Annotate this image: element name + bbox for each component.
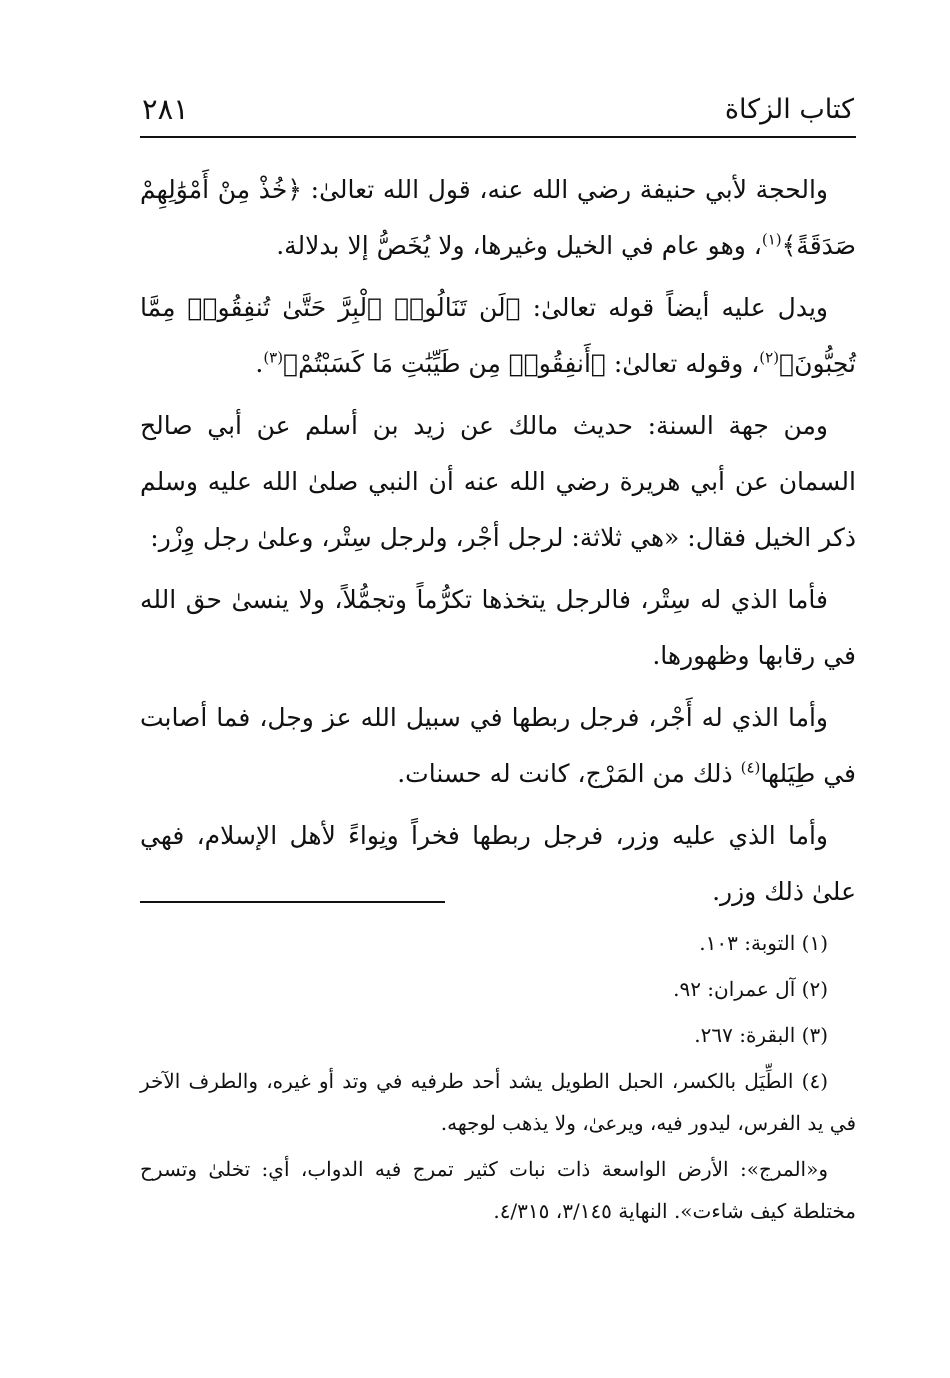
paragraph: وأما الذي عليه وزر، فرجل ربطها فخراً ونِواءً لأهل الإسلام، فهي علىٰ ذلك وزر. (140, 821, 856, 906)
text-span: . (255, 349, 264, 378)
text-span: ويدل عليه أيضاً قوله تعالىٰ: (520, 293, 828, 322)
quran-verse: ﴿لَن تَنَالُوا۟ ٱلْبِرَّ حَتَّىٰ تُنفِقُوا۟ مِمَّا تُحِبُّونَ﴾ (140, 293, 856, 378)
text-span: ذلك من المَرْج، كانت له حسنات. (397, 759, 741, 788)
main-text (140, 162, 856, 920)
footnote-divider (140, 901, 445, 903)
footnote-ref[interactable]: (٢) (759, 348, 780, 367)
quran-verse: ﴿خُذْ مِنْ أَمْوَٰلِهِمْ صَدَقَةً﴾ (140, 175, 856, 260)
footnote-ref[interactable]: (٣) (263, 348, 284, 367)
text-span: وأما الذي له أَجْر، فرجل ربطها في سبيل الله عز وجل، فما أصابت في طِيَلها (140, 703, 856, 788)
paragraph (140, 280, 856, 392)
footnote-ref[interactable]: (٤) (740, 758, 761, 777)
text-span: والحجة لأبي حنيفة رضي الله عنه، قول الله تعالىٰ: (302, 175, 828, 204)
text-span: ، وهو عام في الخيل وغيرها، ولا يُخَصُّ إلا بدلالة. (276, 231, 762, 260)
text-span: ، وقوله تعالىٰ: (605, 349, 760, 378)
footnote: (٢) آل عمران: ٩٢. (673, 977, 828, 1001)
footnote: (٣) البقرة: ٢٦٧. (694, 1023, 828, 1047)
footnote: و«المرج»: الأرض الواسعة ذات نبات كثير تمرج فيه الدواب، أي: تخلىٰ وتسرح مختلطة كيف شاءت». النهاية ٣/١٤٥، ٤/٣١٥. (140, 1157, 856, 1223)
footnote: (١) التوبة: ١٠٣. (699, 931, 828, 955)
paragraph (140, 162, 856, 274)
chapter-title: كتاب الزكاة (724, 94, 854, 125)
page-header (140, 90, 856, 138)
paragraph: ومن جهة السنة: حديث مالك عن زيد بن أسلم عن أبي صالح السمان عن أبي هريرة رضي الله عنه أن النبي صلىٰ الله عليه وسلم ذكر الخيل فقال: «هي ثلاثة: لرجل أجْر، ولرجل سِتْر، وعلىٰ رجل وِزْر: (140, 411, 856, 552)
paragraph (140, 690, 856, 802)
book-page (140, 90, 856, 1310)
footnote-ref[interactable]: (١) (761, 230, 782, 249)
page-number: ٢٨١ (142, 92, 189, 126)
quran-verse: ﴿أَنفِقُوا۟ مِن طَيِّبَٰتِ مَا كَسَبْتُمْ﴾ (283, 349, 606, 378)
footnote: (٤) الطِّيَل بالكسر، الحبل الطويل يشد أحد طرفيه في وتد أو غيره، والطرف الآخر في يد الفرس، ليدور فيه، ويرعىٰ، ولا يذهب لوجهه. (140, 1069, 856, 1135)
paragraph: فأما الذي له سِتْر، فالرجل يتخذها تكرُّماً وتجمُّلاً، ولا ينسىٰ حق الله في رقابها وظهورها. (140, 585, 856, 670)
footnotes (140, 922, 856, 1236)
